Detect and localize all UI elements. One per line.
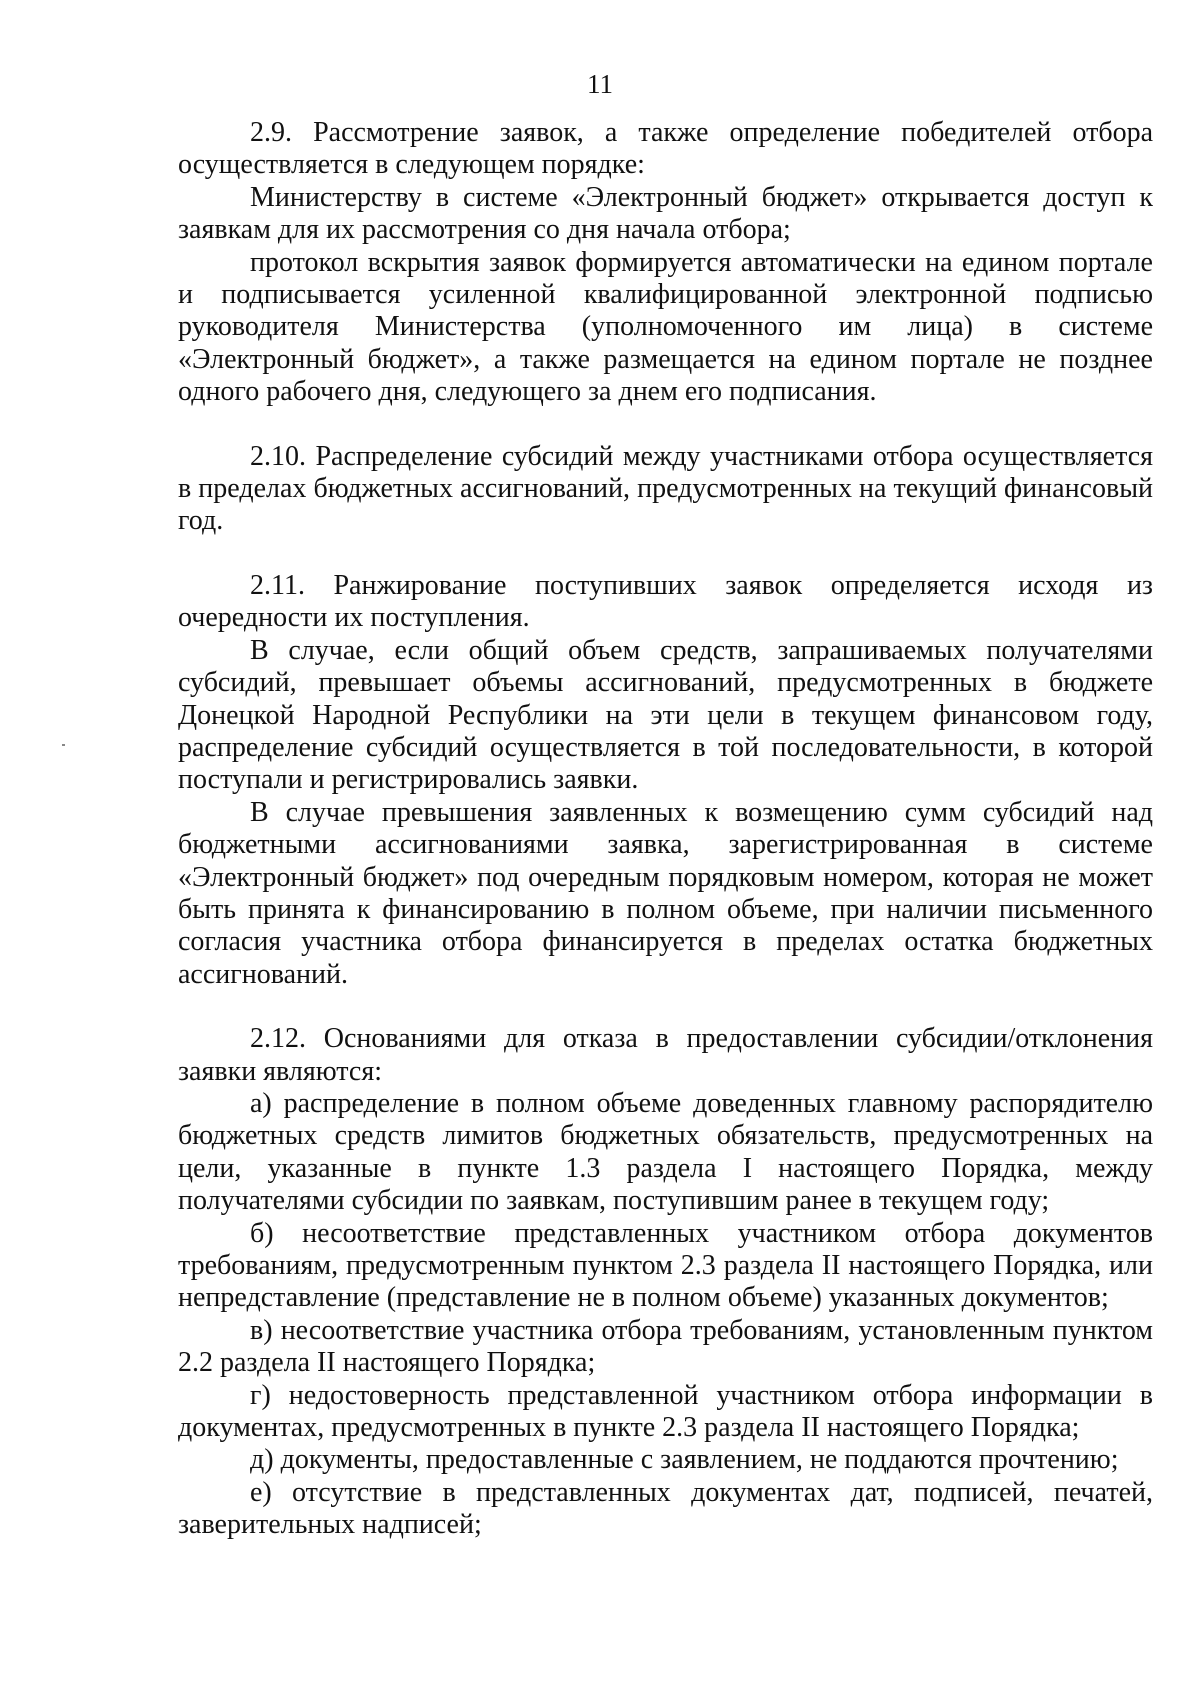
paragraph-2-10: 2.10. Распределение субсидий между участниками отбора осуществляется в пределах бюджетных ассигнований, предусмотренных на текущий финансовый год. — [178, 440, 1153, 537]
paragraph-2-9-access: Министерству в системе «Электронный бюджет» открывается доступ к заявкам для их рассмотрения со дня начала отбора; — [178, 181, 1153, 246]
list-item-d: д) документы, предоставленные с заявлением, не поддаются прочтению; — [250, 1444, 1119, 1476]
paragraph-2-11: 2.11. Ранжирование поступивших заявок определяется исходя из очередности их поступления. — [178, 569, 1153, 634]
scan-speck — [62, 744, 65, 746]
list-item-a: а) распределение в полном объеме доведенных главному распорядителю бюджетных средств лимитов бюджетных обязательств, предусмотренных на цели, указанные в пункте 1.3 раздела I настоящего Порядка, между получателями субсидии по заявкам, поступившим ранее в текущем году; — [178, 1087, 1153, 1217]
paragraph-2-11-excess: В случае превышения заявленных к возмещению сумм субсидий над бюджетными ассигнованиями заявка, зарегистрированная в системе «Электронный бюджет» под очередным порядковым номером, которая не может быть принята к финансированию в полном объеме, при наличии письменного согласия участника отбора финансируется в пределах остатка бюджетных ассигнований. — [178, 796, 1153, 990]
paragraph-2-9-protocol: протокол вскрытия заявок формируется автоматически на едином портале и подписывается усиленной квалифицированной электронной подписью руководителя Министерства (уполномоченного им лица) в системе «Электронный бюджет», а также размещается на едином портале не позднее одного рабочего дня, следующего за днем его подписания. — [178, 246, 1153, 408]
paragraph-2-12: 2.12. Основаниями для отказа в предоставлении субсидии/отклонения заявки являются: — [178, 1023, 1153, 1087]
document-body — [178, 117, 1153, 1542]
list-item-b: б) несоответствие представленных участником отбора документов требованиям, предусмотренным пунктом 2.3 раздела II настоящего Порядка, или непредставление (представление не в полном объеме) указанных документов; — [178, 1217, 1153, 1314]
page-number: 11 — [587, 69, 613, 99]
paragraph-2-11-volume: В случае, если общий объем средств, запрашиваемых получателями субсидий, превышает объемы ассигнований, предусмотренных в бюджете Донецкой Народной Республики на эти цели в текущем финансовом году, распределение субсидий осуществляется в той последовательности, в которой поступали и регистрировались заявки. — [178, 634, 1153, 796]
list-item-v: в) несоответствие участника отбора требованиям, установленным пунктом 2.2 раздела II настоящего Порядка; — [178, 1314, 1153, 1379]
list-item-e: е) отсутствие в представленных документах дат, подписей, печатей, заверительных надписей; — [178, 1476, 1153, 1541]
paragraph-2-9: 2.9. Рассмотрение заявок, а также определение победителей отбора осуществляется в следующем порядке: — [178, 117, 1153, 181]
list-item-g: г) недостоверность представленной участником отбора информации в документах, предусмотренных в пункте 2.3 раздела II настоящего Порядка; — [178, 1379, 1153, 1444]
